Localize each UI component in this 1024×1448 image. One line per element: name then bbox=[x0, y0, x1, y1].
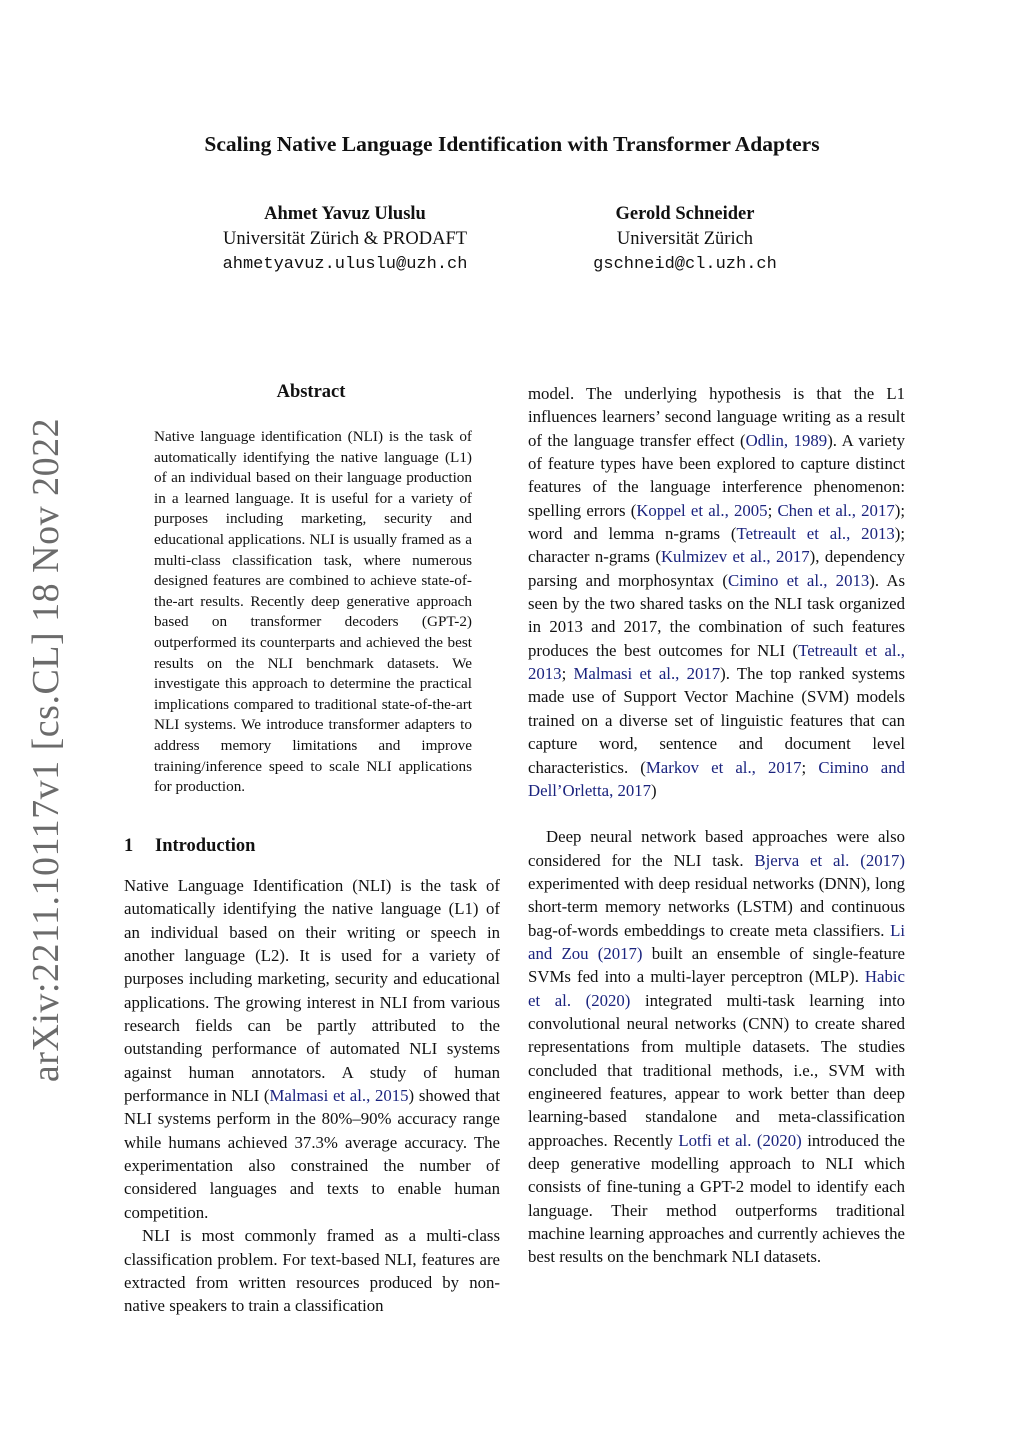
intro-paragraph-1: Native Language Identification (NLI) is the task of automatically identifying the native language (L1) of an individual based on their writing or speech in another language (L2). It is used for a variety of purposes including marketing, security and educational applications. The growing interest in NLI from various research fields can be partly attributed to the outstanding performance of automated NLI systems against human annotators. A study of human performance in NLI (Malmasi et al., 2015) showed that NLI systems perform in the 80%–90% accuracy range while humans achieved 37.3% average accuracy. The experimentation also constrained the number of considered languages and texts to enable human competition. bbox=[124, 876, 500, 1222]
introduction-column bbox=[124, 874, 500, 1318]
right-column bbox=[528, 382, 905, 1269]
intro-paragraph-2: NLI is most commonly framed as a multi-class classification problem. For text-based NLI, features are extracted from written resources produced by non-native speakers to train a classification bbox=[124, 1226, 500, 1316]
abstract-heading: Abstract bbox=[276, 382, 346, 402]
author-affiliation: Universität Zürich bbox=[616, 229, 754, 249]
citation-link[interactable]: Tetreault et al., 2013 bbox=[528, 640, 905, 684]
author-email[interactable]: ahmetyavuz.uluslu@uzh.ch bbox=[222, 255, 468, 274]
paper-title: Scaling Native Language Identification with Transformer Adapters bbox=[204, 132, 820, 157]
citation-link[interactable]: Markov et al., 2017 bbox=[645, 757, 802, 777]
author-name: Ahmet Yavuz Uluslu bbox=[264, 204, 426, 224]
section-title: Introduction bbox=[155, 836, 256, 856]
citation-link[interactable]: Habic et al. (2020) bbox=[528, 967, 905, 1010]
author-name: Gerold Schneider bbox=[615, 204, 755, 224]
citation-link[interactable]: Kulmizev et al., 2017 bbox=[660, 547, 810, 567]
citation-link[interactable]: Cimino and Dell’Orletta, 2017 bbox=[528, 757, 906, 800]
author-affiliation: Universität Zürich & PRODAFT bbox=[222, 229, 468, 249]
citation-link[interactable]: Bjerva et al. (2017) bbox=[754, 850, 905, 870]
citation-link[interactable]: Malmasi et al., 2017 bbox=[573, 664, 721, 684]
body-paragraph-2: Deep neural network based approaches were also considered for the NLI task. Bjerva et al. (2017) experimented with deep residual networks (DNN), long short-term memory networks (LSTM) and continuous bag-of-words embeddings to create meta classifiers. Li and Zou (2017) built an ensemble of single-feature SVMs fed into a multi-layer perceptron (MLP). Habic et al. (2020) integrated multi-task learning into convolutional neural networks (CNN) to create shared representations from multiple datasets. The studies concluded that traditional methods, i.e., SVM with engineered features, appear to work better than deep learning-based standalone and meta-classification approaches. Recently Lotfi et al. (2020) introduced the deep generative modelling approach to NLI which consists of fine-tuning a GPT-2 model to identify each language. Their method outperforms traditional machine learning approaches and currently achieves the best results on the benchmark NLI datasets. bbox=[528, 827, 905, 1267]
citation-link[interactable]: Koppel et al., 2005 bbox=[636, 500, 768, 520]
citation-link[interactable]: Li and Zou (2017) bbox=[528, 920, 905, 963]
citation-link[interactable]: Tetreault et al., 2013 bbox=[736, 524, 895, 544]
citation-link[interactable]: Odlin, 1989 bbox=[745, 430, 828, 450]
author-block-1 bbox=[175, 202, 515, 277]
abstract-body: Native language identification (NLI) is the task of automatically identifying the native language (L1) of an individual based on their language production in a learned language. It is useful for a variety of purposes including marketing, security and educational applications. NLI is usually framed as a multi-class classification task, where numerous designed features are combined to achieve state-of-the-art results. Recently deep generative approach based on transformer decoders (GPT-2) outperformed its counterparts and achieved the best results on the NLI benchmark datasets. We investigate this approach to determine the practical implications compared to traditional state-of-the-art NLI systems. We introduce transformer adapters to address memory limitations and improve training/inference speed to scale NLI applications for production. bbox=[154, 428, 472, 796]
section-number: 1 bbox=[124, 836, 134, 856]
citation-link[interactable]: Lotfi et al. (2020) bbox=[678, 1130, 802, 1150]
author-block-2 bbox=[540, 202, 830, 277]
citation-link[interactable]: Chen et al., 2017 bbox=[777, 500, 895, 520]
arxiv-identifier: arXiv:2211.10117v1 [cs.CL] 18 Nov 2022 bbox=[25, 417, 68, 1083]
author-email[interactable]: gschneid@cl.uzh.ch bbox=[593, 255, 777, 274]
section-heading-introduction bbox=[124, 836, 255, 857]
body-paragraph-1: model. The underlying hypothesis is that the L1 influences learners’ second language writing as a result of the language transfer effect (Odlin, 1989). A variety of feature types have been explored to capture distinct features of the language interference phenomenon: spelling errors (Koppel et al., 2005; Chen et al., 2017); word and lemma n-grams (Tetreault et al., 2013); character n-grams (Kulmizev et al., 2017), dependency parsing and morphosyntax (Cimino et al., 2013). As seen by the two shared tasks on the NLI task organized in 2013 and 2017, the combination of such features produces the best outcomes for NLI (Tetreault et al., 2013; Malmasi et al., 2017). The top ranked systems made use of Support Vector Machine (SVM) models trained on a diverse set of linguistic features that can capture word, sentence and document level characteristics. (Markov et al., 2017; Cimino and Dell’Orletta, 2017) bbox=[528, 384, 906, 800]
citation-link[interactable]: Cimino et al., 2013 bbox=[727, 570, 870, 590]
citation-link[interactable]: Malmasi et al., 2015 bbox=[269, 1086, 409, 1106]
